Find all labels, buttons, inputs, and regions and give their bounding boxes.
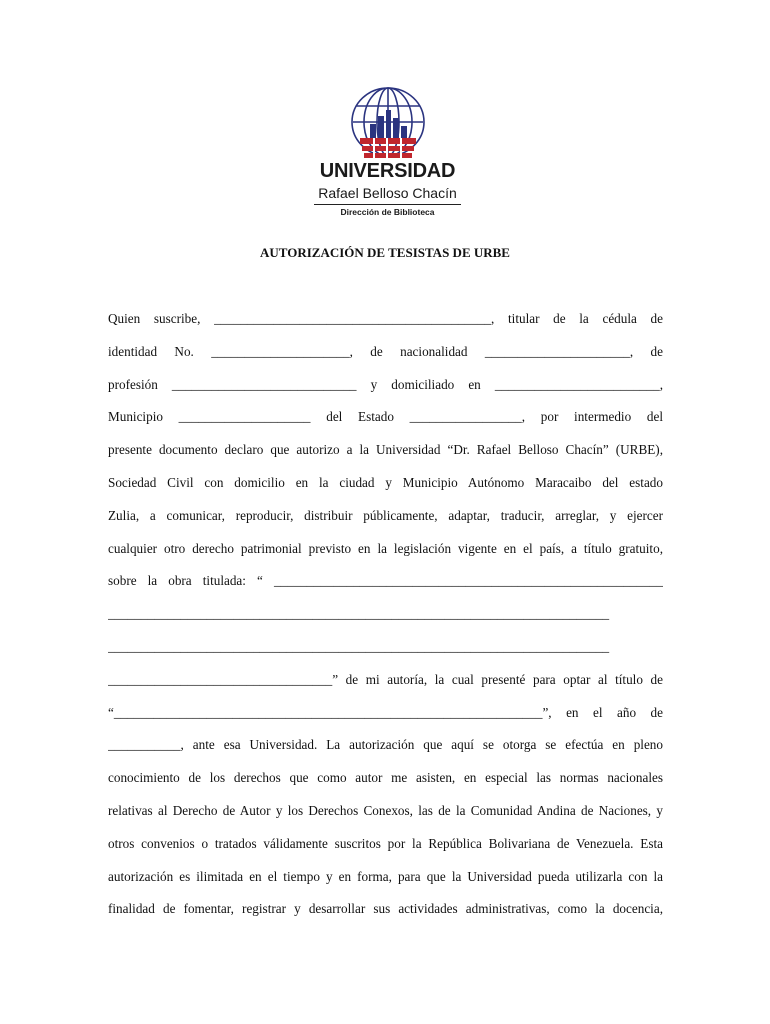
document-title: AUTORIZACIÓN DE TESISTAS DE URBE <box>260 245 510 260</box>
body-line: presente documento declaro que autorizo a la Universidad “Dr. Rafael Belloso Chacín” (URBE), <box>108 442 663 458</box>
body-line: Quien suscribe, __________________________________________, titular de la cédula de <box>108 311 663 326</box>
body-line: autorización es ilimitada en el tiempo y en forma, para que la Universidad pueda utilizarla con la <box>108 868 663 884</box>
body-line: conocimiento de los derechos que como autor me asisten, en especial las normas nacionales <box>108 770 663 786</box>
body-line: finalidad de fomentar, registrar y desarrollar sus actividades administrativas, como la docencia, <box>108 901 663 917</box>
body-line: relativas al Derecho de Autor y los Derechos Conexos, las de la Comunidad Andina de Naciones, y <box>108 802 663 818</box>
globe-emblem-icon <box>348 86 428 164</box>
logo-university-text: UNIVERSIDAD <box>319 160 456 182</box>
body-line: sobre la obra titulada: “ ___________________________________________________________ <box>108 573 663 589</box>
body-line: Zulia, a comunicar, reproducir, distribuir públicamente, adaptar, traducir, arreglar, y ejercer <box>108 507 663 523</box>
body-line: ____________________________________________________________________________ <box>108 606 610 622</box>
logo-name-text: Rafael Belloso Chacín <box>318 185 457 201</box>
logo-divider <box>314 204 461 205</box>
body-line: __________________________________” de mi autoría, la cual presenté para optar al título de <box>108 671 663 687</box>
body-line: “_________________________________________________________________”, en el año de <box>108 704 663 720</box>
body-line: otros convenios o tratados válidamente suscritos por la República Bolivariana de Venezuela. Esta <box>108 835 663 851</box>
body-line: ___________, ante esa Universidad. La autorización que aquí se otorga se efectúa en pleno <box>108 737 663 753</box>
body-line: profesión ____________________________ y domiciliado en _________________________, <box>108 376 663 392</box>
body-line: Municipio ____________________ del Estado _________________, por intermedio del <box>108 409 663 425</box>
logo-department-text: Dirección de Biblioteca <box>340 207 435 217</box>
document-body <box>108 307 663 930</box>
body-line: identidad No. _____________________, de nacionalidad ______________________, de <box>108 343 663 359</box>
urbe-logo <box>310 86 465 221</box>
body-line: Sociedad Civil con domicilio en la ciudad y Municipio Autónomo Maracaibo del estado <box>108 474 663 490</box>
body-line: ____________________________________________________________________________ <box>108 638 610 654</box>
body-line: cualquier otro derecho patrimonial previsto en la legislación vigente en el país, a título gratuito, <box>108 540 663 556</box>
